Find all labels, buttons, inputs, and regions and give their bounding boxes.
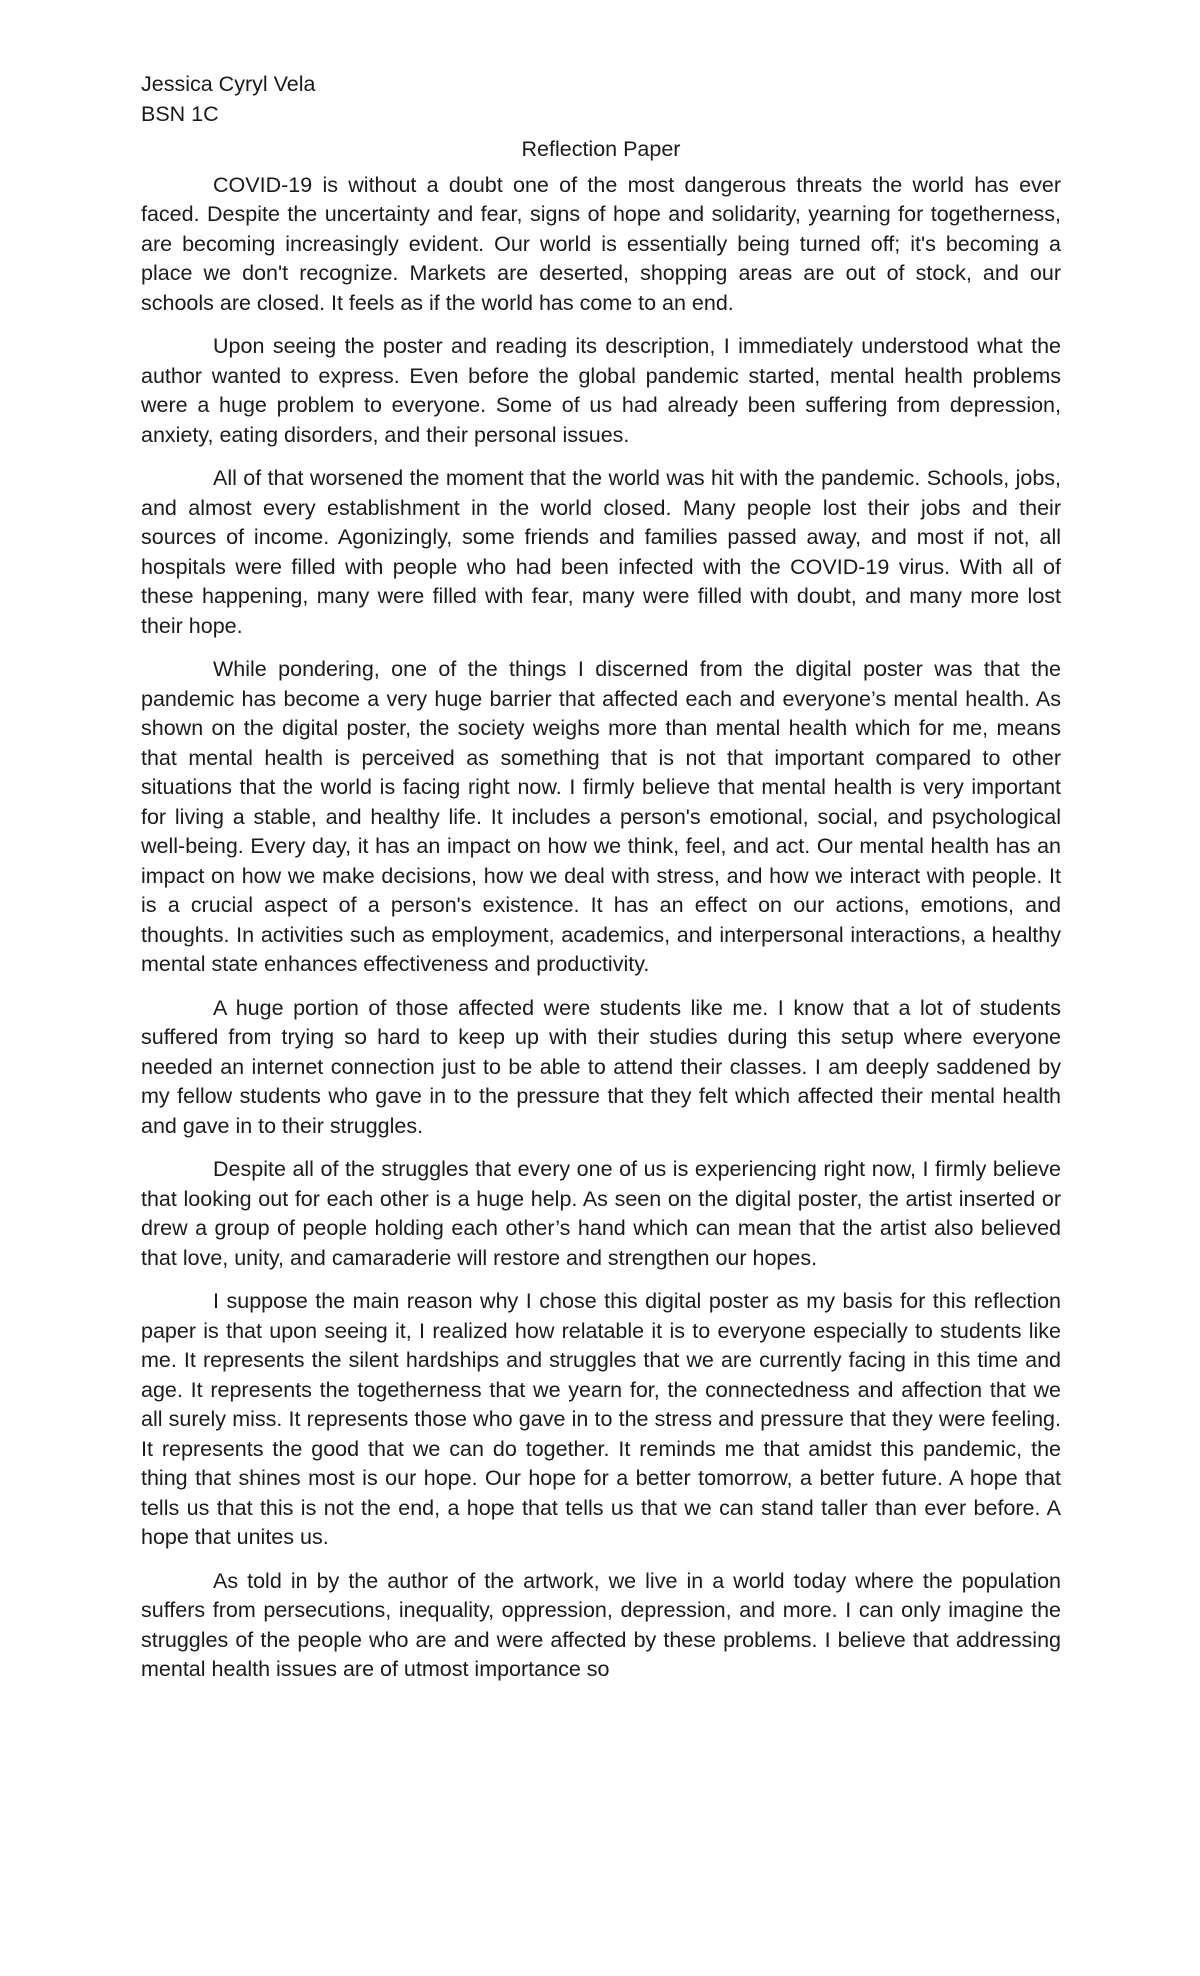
class-section: BSN 1C bbox=[141, 101, 219, 126]
paragraph: I suppose the main reason why I chose this digital poster as my basis for this reflection paper is that upon seeing it, I realized how relatable it is to everyone especially to students like me. It represents the silent hardships and struggles that we are currently facing in this time and age. It represents the togetherness that we yearn for, the connectedness and affection that we all surely miss. It represents those who gave in to the stress and pressure that they were feeling. It represents the good that we can do together. It reminds me that amidst this pandemic, the thing that shines most is our hope. Our hope for a better tomorrow, a better future. A hope that tells us that this is not the end, a hope that tells us that we can stand taller than ever before. A hope that unites us. bbox=[141, 1289, 1061, 1549]
paragraph: A huge portion of those affected were students like me. I know that a lot of students suffered from trying so hard to keep up with their studies during this setup where everyone needed an internet connection just to be able to attend their classes. I am deeply saddened by my fellow students who gave in to the pressure that they felt which affected their mental health and gave in to their struggles. bbox=[141, 995, 1061, 1138]
paragraph: All of that worsened the moment that the world was hit with the pandemic. Schools, jobs, and almost every establishment in the world closed. Many people lost their jobs and their sources of income. Agonizingly, some friends and families passed away, and most if not, all hospitals were filled with people who had been infected with the COVID-19 virus. With all of these happening, many were filled with fear, many were filled with doubt, and many more lost their hope. bbox=[141, 466, 1061, 638]
paper-title: Reflection Paper bbox=[521, 137, 681, 161]
paragraph: As told in by the author of the artwork, we live in a world today where the population suffers from persecutions, inequality, oppression, depression, and more. I can only imagine the struggles of the people who are and were affected by these problems. I believe that addressing mental health issues are of utmost importance so bbox=[141, 1568, 1061, 1681]
paragraph: Upon seeing the poster and reading its description, I immediately understood what the author wanted to express. Even before the global pandemic started, mental health problems were a huge problem to everyone. Some of us had already been suffering from depression, anxiety, eating disorders, and their personal issues. bbox=[141, 334, 1061, 447]
paragraph: Despite all of the struggles that every one of us is experiencing right now, I firmly believe that looking out for each other is a huge help. As seen on the digital poster, the artist inserted or drew a group of people holding each other’s hand which can mean that the artist also believed that love, unity, and camaraderie will restore and strengthen our hopes. bbox=[141, 1157, 1061, 1270]
author-name: Jessica Cyryl Vela bbox=[141, 72, 316, 96]
paragraph: While pondering, one of the things I discerned from the digital poster was that the pandemic has become a very huge barrier that affected each and everyone’s mental health. As shown on the digital poster, the society weighs more than mental health which for me, means that mental health is perceived as something that is not that important compared to other situations that the world is facing right now. I firmly believe that mental health is very important for living a stable, and healthy life. It includes a person's emotional, social, and psychological well-being. Every day, it has an impact on how we think, feel, and act. Our mental health has an impact on how we make decisions, how we deal with stress, and how we interact with people. It is a crucial aspect of a person's existence. It has an effect on our actions, emotions, and thoughts. In activities such as employment, academics, and interpersonal interactions, a healthy mental state enhances effectiveness and productivity. bbox=[141, 657, 1061, 976]
document-body bbox=[141, 70, 1061, 1699]
paragraph: COVID-19 is without a doubt one of the most dangerous threats the world has ever faced. Despite the uncertainty and fear, signs of hope and solidarity, yearning for togetherness, are becoming increasingly evident. Our world is essentially being turned off; it's becoming a place we don't recognize. Markets are deserted, shopping areas are out of stock, and our schools are closed. It feels as if the world has come to an end. bbox=[141, 172, 1061, 315]
